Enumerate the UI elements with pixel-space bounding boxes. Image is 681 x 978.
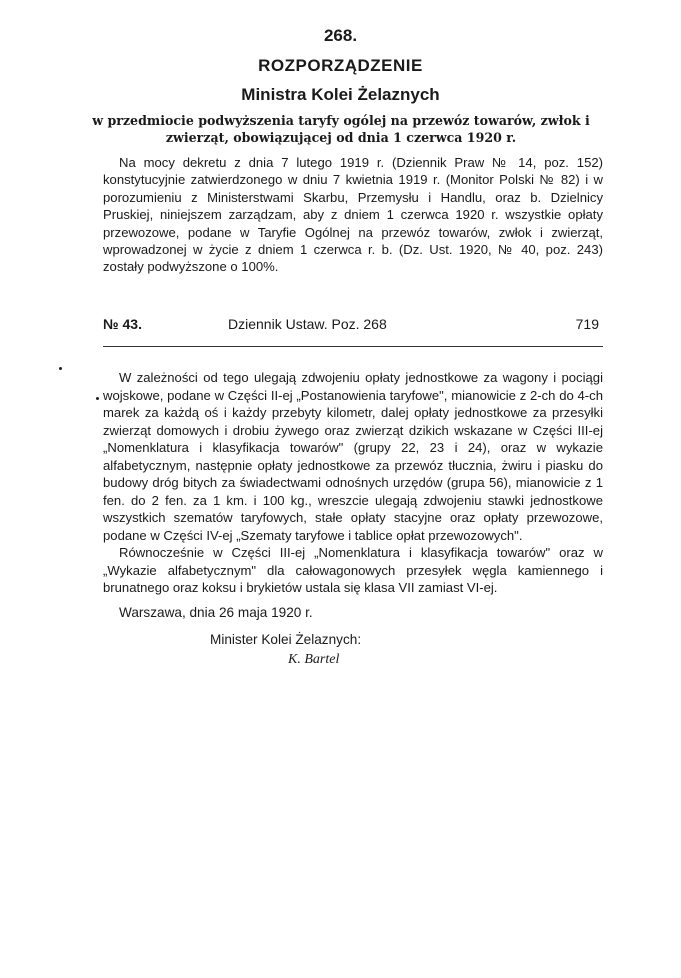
place-date: Warszawa, dnia 26 maja 1920 r. xyxy=(119,605,313,620)
decree-number: 268. xyxy=(323,26,358,45)
paragraph-1: Na mocy dekretu z dnia 7 lutego 1919 r. (Dziennik Praw № 14, poz. 152) konstytucyjnie zatwierdzonego w dniu 7 kwietnia 1919 r. (Monitor Polski № 82) i w porozumieniu z Ministerstwami Skarbu, Przemysłu i Handlu, oraz b. Dzielnicy Pruskiej, niniejszem zarządzam, aby z dniem 1 czerwca 1920 r. wszystkie opłaty przewozowe, podane w Taryfie Ogólnej na przewóz towarów, zwłok i zwierząt, wprowadzonej w życie z dniem 1 czerwca r. b. (Dz. Ust. 1920, № 40, poz. 243) zostały podwyższone o 100%. xyxy=(103,155,603,275)
page-number: 719 xyxy=(575,316,599,332)
minister-title: Minister Kolei Żelaznych: xyxy=(210,632,362,647)
print-speck xyxy=(59,367,62,370)
issue-number: № 43. xyxy=(103,316,142,332)
body-text xyxy=(103,369,603,597)
header-rule xyxy=(103,346,603,347)
paragraph-3: Równocześnie w Części III-ej „Nomenklatura i klasyfikacja towarów" oraz w „Wykazie alfabetycznym" dla całowagonowych przesyłek węgla kamiennego i brunatnego oraz koksu i brykietów ustala się klasa VII zamiast VI-ej. xyxy=(103,545,603,595)
paragraph-2: W zależności od tego ulegają zdwojeniu opłaty jednostkowe za wagony i pociągi wojskowe, podane w Części II-ej „Postanowienia taryfowe", mianowicie z 2-ch do 4-ch marek za każdą oś i każdy przebyty kilometr, dalej opłaty jednostkowe za przesyłki zwierząt domowych i drobiu żywego oraz zwierząt dzikich wskazane w Części III-ej „Nomenklatura i klasyfikacja towarów" (grupy 22, 23 i 24), oraz w wykazie alfabetycznym, następnie opłaty jednostkowe za przewóz tłucznia, żwiru i piasku do budowy dróg bitych za świadectwami odnośnych urzędów (grupa 56), mianowicie z 1 fen. do 2 fen. za 1 km. i 100 kg., wreszcie ulegają zdwojeniu stawki jednostkowe wszystkich szematów taryfowych, stałe opłaty stacyjne oraz opłaty przewozowe, podane w Części IV-ej „Szematy taryfowe i tablice opłat przewozowych". xyxy=(103,370,603,543)
page-header xyxy=(103,316,603,338)
decree-issuer: Ministra Kolei Żelaznych xyxy=(241,85,440,104)
decree-subject: w przedmiocie podwyższenia taryfy ogólej na przewóz towarów, zwłok i zwierząt, obowiązującej od dnia 1 czerwca 1920 r. xyxy=(92,113,590,145)
print-speck xyxy=(96,397,99,400)
decree-title: ROZPORZĄDZENIE xyxy=(258,56,423,75)
journal-reference: Dziennik Ustaw. Poz. 268 xyxy=(228,316,387,332)
signature: K. Bartel xyxy=(288,652,340,667)
